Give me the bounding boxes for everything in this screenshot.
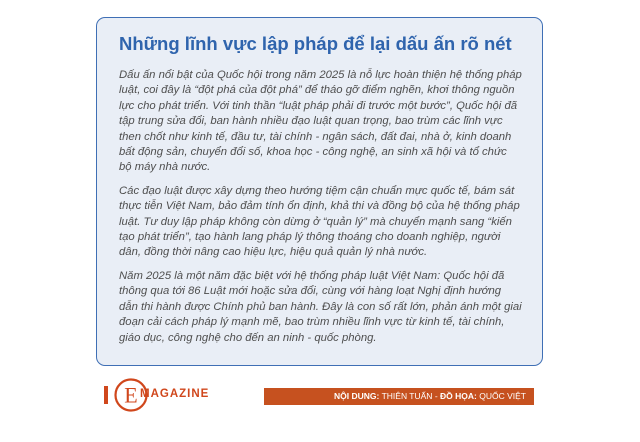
card-title: Những lĩnh vực lập pháp để lại dấu ấn rõ nét [119,33,512,54]
logo-text: MAGAZINE [140,388,210,400]
graphics-author: QUỐC VIỆT [479,391,526,401]
paragraph-1: Dấu ấn nổi bật của Quốc hội trong năm 2025 là nỗ lực hoàn thiện hệ thống pháp luật, coi đây là “đột phá của đột phá” để tháo gỡ điểm nghẽn, khơi thông nguồn lực cho phát triển. Với tinh thần “luật pháp phải đi trước một bước”, Quốc hội đã tập trung sửa đổi, ban hành nhiều đạo luật quan trọng, bao trùm các lĩnh vực then chốt như kinh tế, đầu tư, tài chính - ngân sách, đất đai, nhà ở, kinh doanh bất động sản, chuyển đổi số, khoa học - công nghệ, an sinh xã hội và tổ chức bộ máy nhà nước. [119,69,522,174]
logo-letter: E [124,382,138,408]
credit-bar [264,388,534,405]
paragraph-3: Năm 2025 là một năm đặc biệt với hệ thống pháp luật Việt Nam: Quốc hội đã thông qua tới 86 Luật mới hoặc sửa đổi, cùng với hàng loạt Nghị định hướng dẫn thi hành được Chính phủ ban hành. Đây là con số rất lớn, phản ánh một giai đoạn cải cách pháp lý mạnh mẽ, bao trùm nhiều lĩnh vực từ kinh tế, tài chính, giáo dục, công nghệ cho đến an ninh - quốc phòng. [119,269,522,344]
accent-bar [104,386,108,404]
content-author: THIÊN TUẤN [381,391,433,401]
graphics-label: ĐỒ HỌA: [440,391,477,401]
content-label: NỘI DUNG: [334,391,380,401]
footer [0,377,640,413]
emagazine-logo [114,377,254,413]
credit-separator: - [432,391,441,401]
article-card [96,17,543,366]
paragraph-2: Các đạo luật được xây dựng theo hướng tiệm cận chuẩn mực quốc tế, bám sát thực tiễn Việt Nam, bảo đảm tính ổn định, khả thi và đồng bộ của hệ thống pháp luật. Tư duy lập pháp không còn dừng ở “quản lý” mà chuyển mạnh sang “kiến tạo phát triển”, tạo hành lang pháp lý thông thoáng cho doanh nghiệp, người dân, đồng thời nâng cao hiệu lực, hiệu quả quản lý nhà nước. [119,184,520,259]
